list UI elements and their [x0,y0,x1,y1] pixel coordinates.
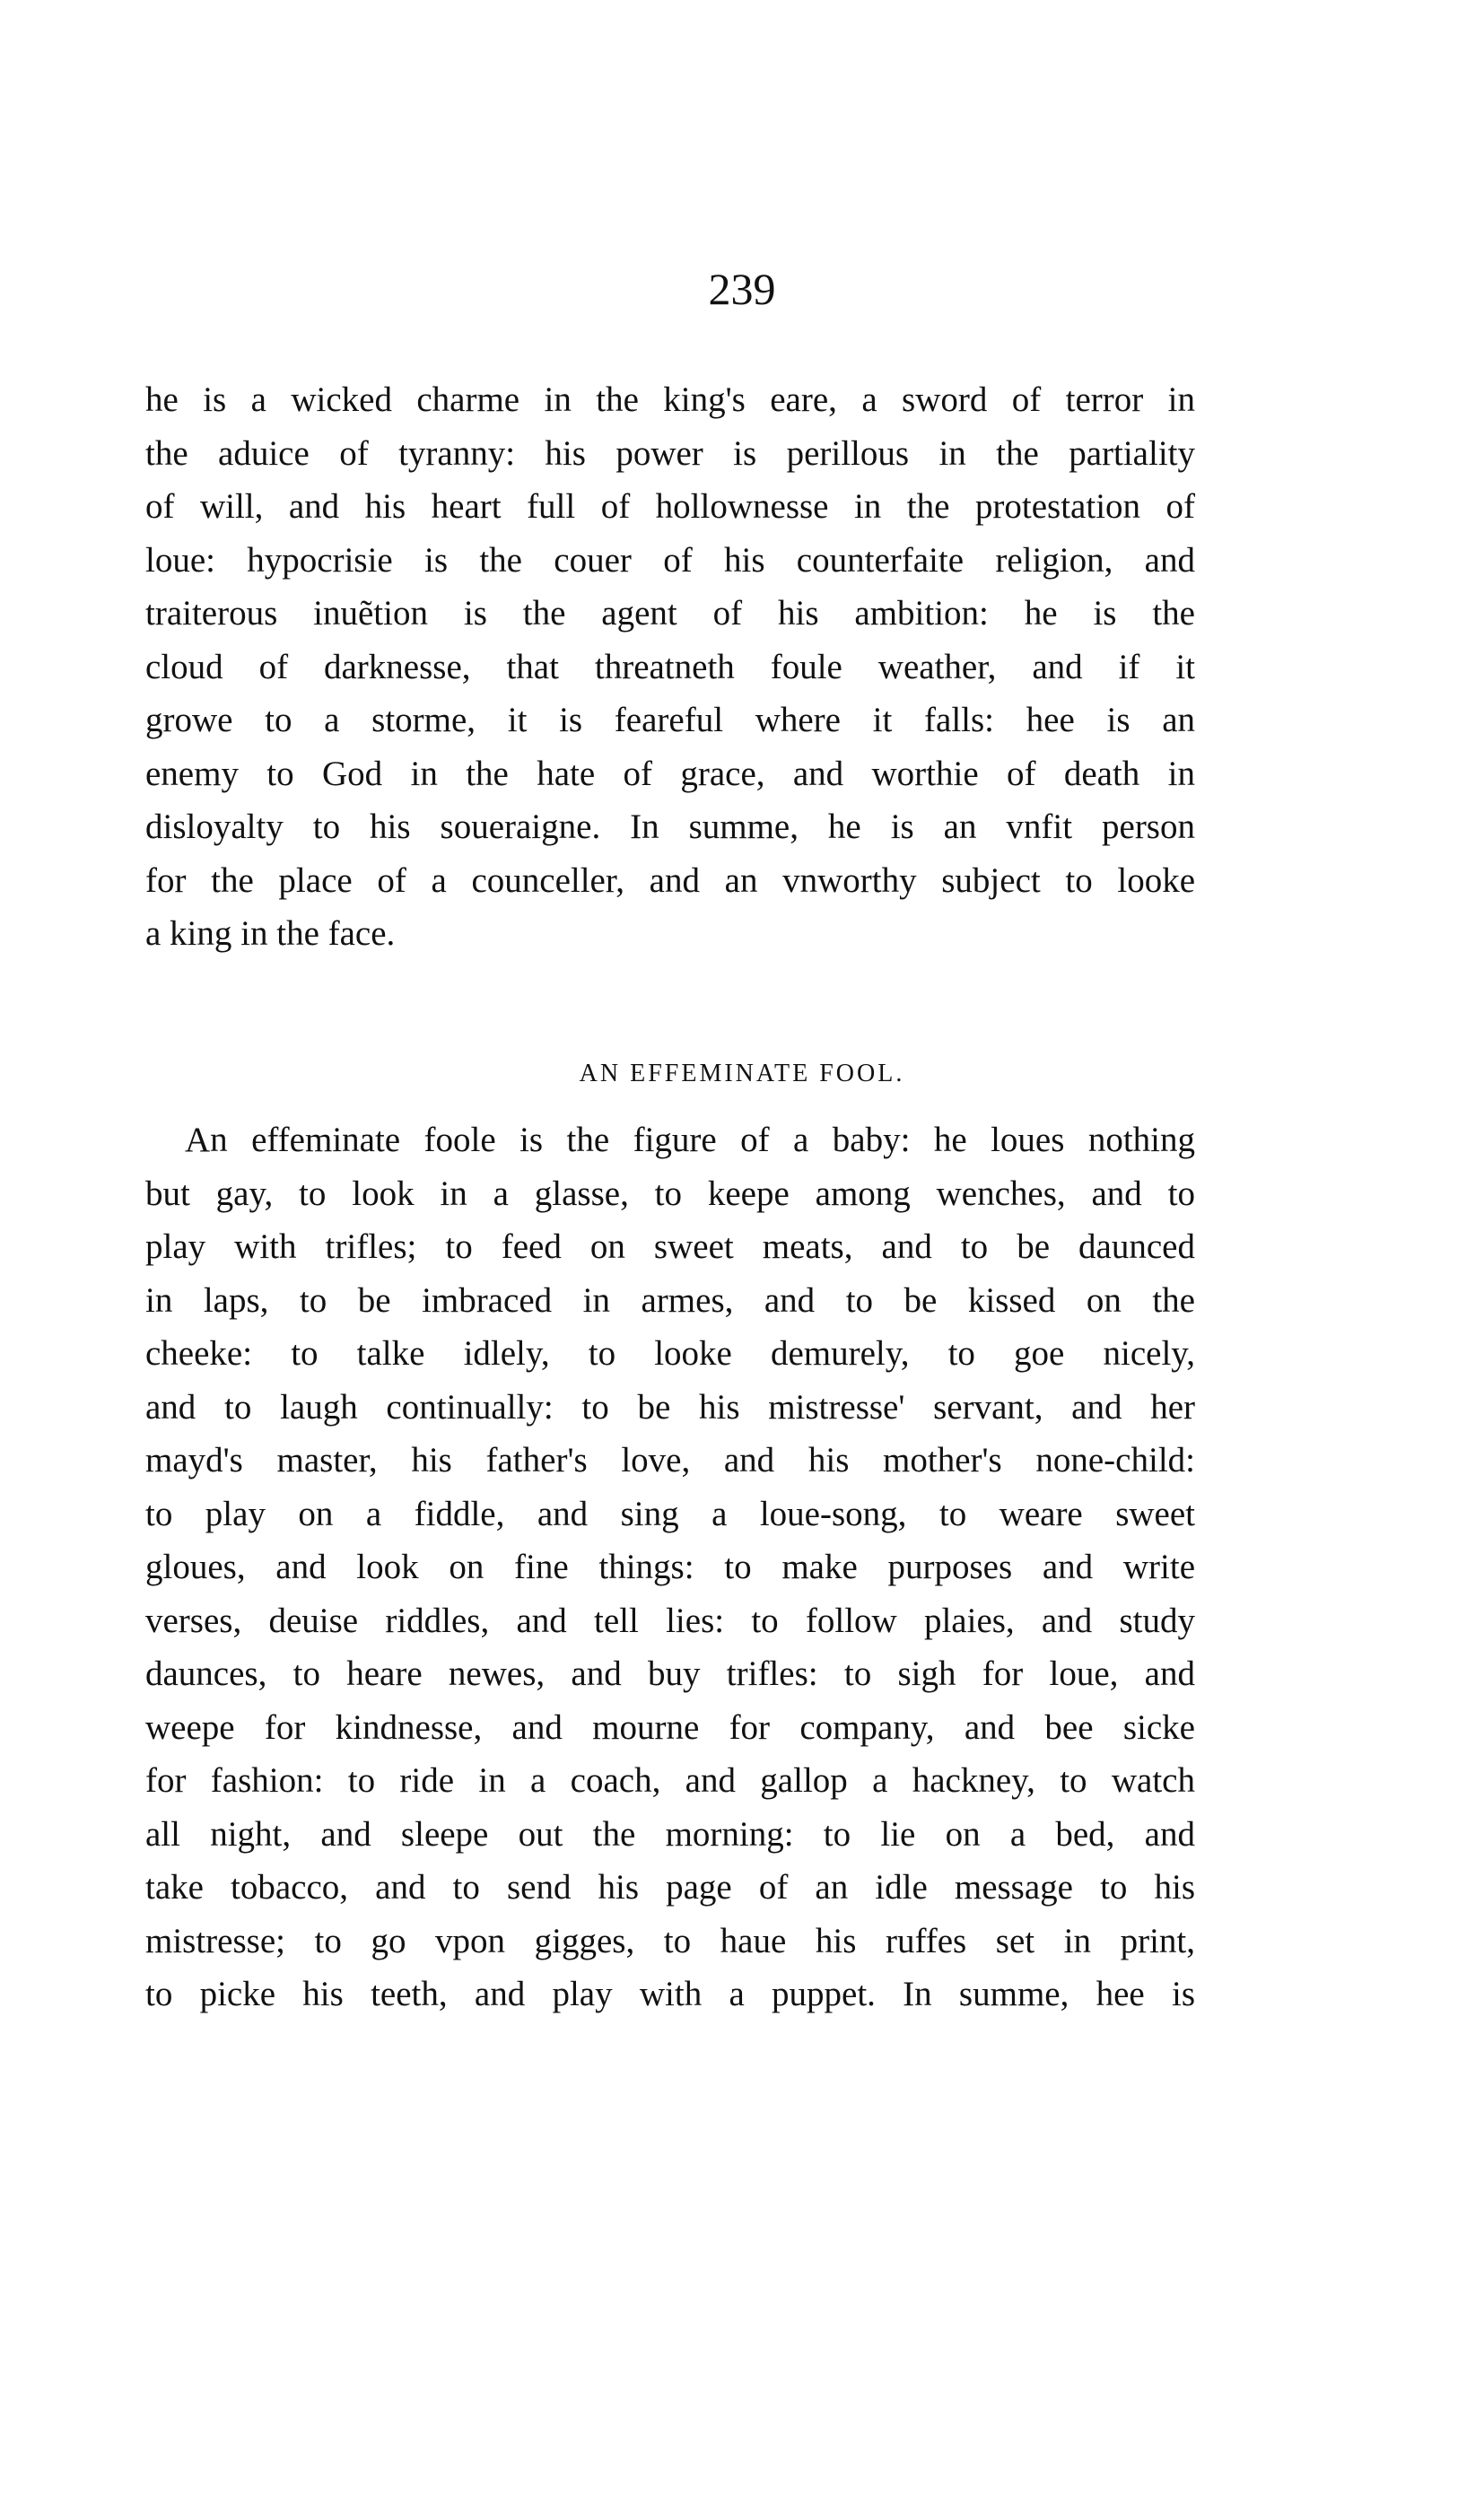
text-line: to picke his teeth, and play with a puppet. In summe, hee is [145,1975,1195,2013]
text-line: growe to a storme, it is feareful where it falls: hee is an [145,701,1195,739]
section-heading: AN EFFEMINATE FOOL. [579,1060,905,1087]
text-line: the aduice of tyranny: his power is perillous in the partiality [145,433,1195,473]
text-line: to play on a fiddle, and sing a loue-song, to weare sweet [145,1494,1195,1533]
section-body [145,1113,1195,2021]
text-line: mistresse; to go vpon gigges, to haue his ruffes set in print, [145,1921,1195,1960]
text-line: for the place of a counceller, and an vnworthy subject to looke [145,860,1195,900]
text-line: mayd's master, his father's love, and his mother's none-child: [145,1441,1195,1479]
text-line: a king in the face. [145,914,396,953]
passage-continued [145,373,1195,961]
text-line: take tobacco, and to send his page of an idle message to his [145,1868,1195,1907]
page-number: 239 [708,264,776,314]
text-line: daunces, to heare newes, and buy trifles: to sigh for loue, and [145,1654,1195,1693]
text-line: traiterous inuẽtion is the agent of his ambition: he is the [145,594,1195,633]
text-line: verses, deuise riddles, and tell lies: to follow plaies, and study [145,1601,1195,1640]
text-line: enemy to God in the hate of grace, and worthie of death in [145,754,1195,793]
text-line: but gay, to look in a glasse, to keepe among wenches, and to [145,1174,1195,1213]
text-line: play with trifles; to feed on sweet meats, and to be daunced [145,1227,1195,1266]
text-line: cheeke: to talke idlely, to looke demurely, to goe nicely, [145,1334,1195,1373]
text-line: weepe for kindnesse, and mourne for company, and bee sicke [145,1707,1195,1747]
text-line: for fashion: to ride in a coach, and gallop a hackney, to watch [145,1761,1195,1800]
text-line: loue: hypocrisie is the couer of his counterfaite religion, and [145,540,1195,580]
text-line: disloyalty to his soueraigne. In summe, he is an vnfit person [145,807,1195,846]
text-line: An effeminate foole is the figure of a baby: he loues nothing [185,1121,1195,1159]
text-line: all night, and sleepe out the morning: to lie on a bed, and [145,1814,1195,1854]
text-line: in laps, to be imbraced in armes, and to be kissed on the [145,1280,1195,1320]
text-line: of will, and his heart full of hollownesse in the protestation of [145,487,1195,526]
text-line: cloud of darknesse, that threatneth foule weather, and if it [145,647,1195,686]
text-line: gloues, and look on fine things: to make purposes and write [145,1548,1195,1586]
text-line: he is a wicked charme in the king's eare, a sword of terror in [145,380,1195,419]
text-line: and to laugh continually: to be his mistresse' servant, and her [145,1387,1195,1427]
